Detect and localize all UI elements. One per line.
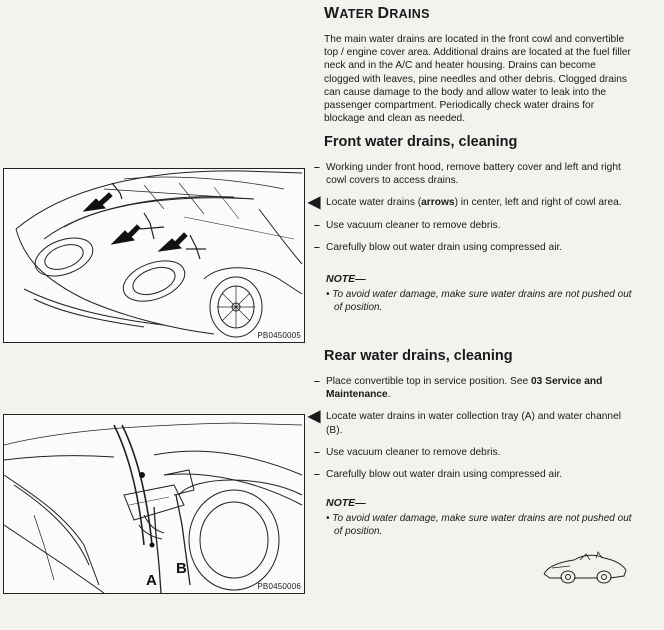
dash-marker: – — [314, 241, 320, 253]
step-text: Carefully blow out water drain using compressed air. — [326, 241, 563, 253]
dash-marker: – — [314, 162, 320, 173]
page-title — [324, 5, 430, 23]
label-a: A — [146, 572, 157, 589]
step-bold-text: arrows — [421, 197, 455, 209]
label-b: B — [176, 560, 187, 577]
step-text: ) in center, left and right of cowl area. — [454, 197, 622, 209]
step-text: Use vacuum cleaner to remove debris. — [326, 446, 501, 458]
rear-steps-list — [308, 375, 634, 481]
rear-section-heading: Rear water drains, cleaning — [324, 348, 513, 364]
front-section-heading: Front water drains, cleaning — [324, 134, 518, 150]
pointer-arrow-icon: ◀ — [308, 194, 321, 212]
front-drains-figure — [3, 168, 305, 343]
rear-drains-figure — [3, 414, 305, 594]
rear-step-4 — [312, 468, 634, 481]
step-bold-text: 03 Service and Maintenance — [326, 376, 603, 401]
front-steps-list — [308, 161, 634, 254]
front-step-4 — [312, 241, 634, 254]
rear-note-body: • To avoid water damage, make sure water drains are not pushed out of position. — [326, 513, 632, 537]
front-note-heading: NOTE— — [326, 273, 366, 285]
dash-marker: – — [314, 219, 320, 231]
rear-car-illustration — [4, 415, 304, 593]
step-text: Use vacuum cleaner to remove debris. — [326, 219, 501, 231]
title-initial-1: W — [324, 5, 340, 22]
dash-marker: – — [314, 446, 320, 458]
front-step-2 — [308, 194, 634, 212]
title-rest-2: RAINS — [389, 7, 430, 21]
intro-paragraph: The main water drains are located in the front cowl and convertible top / engine cover area. Additional drains are located at the fuel filler neck and in the A/C and heater housing. Drains can become clogged with leaves, pine needles and other debris. Clogged drains can cause damage to the body and allow water to leak into the passenger compartment. Periodically check water drains for blockage and clean as needed. — [324, 34, 631, 125]
rear-step-1 — [312, 375, 634, 401]
front-car-illustration — [4, 169, 304, 342]
title-rest-1: ATER — [339, 7, 378, 21]
step-text: . — [387, 389, 391, 401]
front-step-1 — [312, 161, 634, 187]
front-figure-code: PB0450005 — [257, 331, 301, 340]
rear-step-2 — [308, 408, 634, 436]
rear-note-heading: NOTE— — [326, 497, 366, 509]
rear-figure-code: PB0450006 — [257, 582, 301, 591]
step-text: Locate water drains ( — [326, 197, 422, 209]
dash-marker: – — [314, 376, 320, 387]
title-initial-2: D — [377, 5, 390, 22]
pointer-arrow-icon: ◀ — [308, 408, 321, 426]
step-text: Locate water drains in water collection tray (A) and water channel (B). — [326, 411, 622, 436]
dash-marker: – — [314, 469, 320, 481]
rear-step-3 — [312, 446, 634, 459]
step-text: Working under front hood, remove battery cover and left and right cowl covers to access drains. — [326, 162, 621, 187]
convertible-car-icon — [540, 548, 628, 586]
step-text: Place convertible top in service position. See — [326, 376, 531, 387]
step-text: Carefully blow out water drain using compressed air. — [326, 469, 563, 481]
front-step-3 — [312, 219, 634, 232]
front-note-body: • To avoid water damage, make sure water drains are not pushed out of position. — [326, 289, 632, 313]
